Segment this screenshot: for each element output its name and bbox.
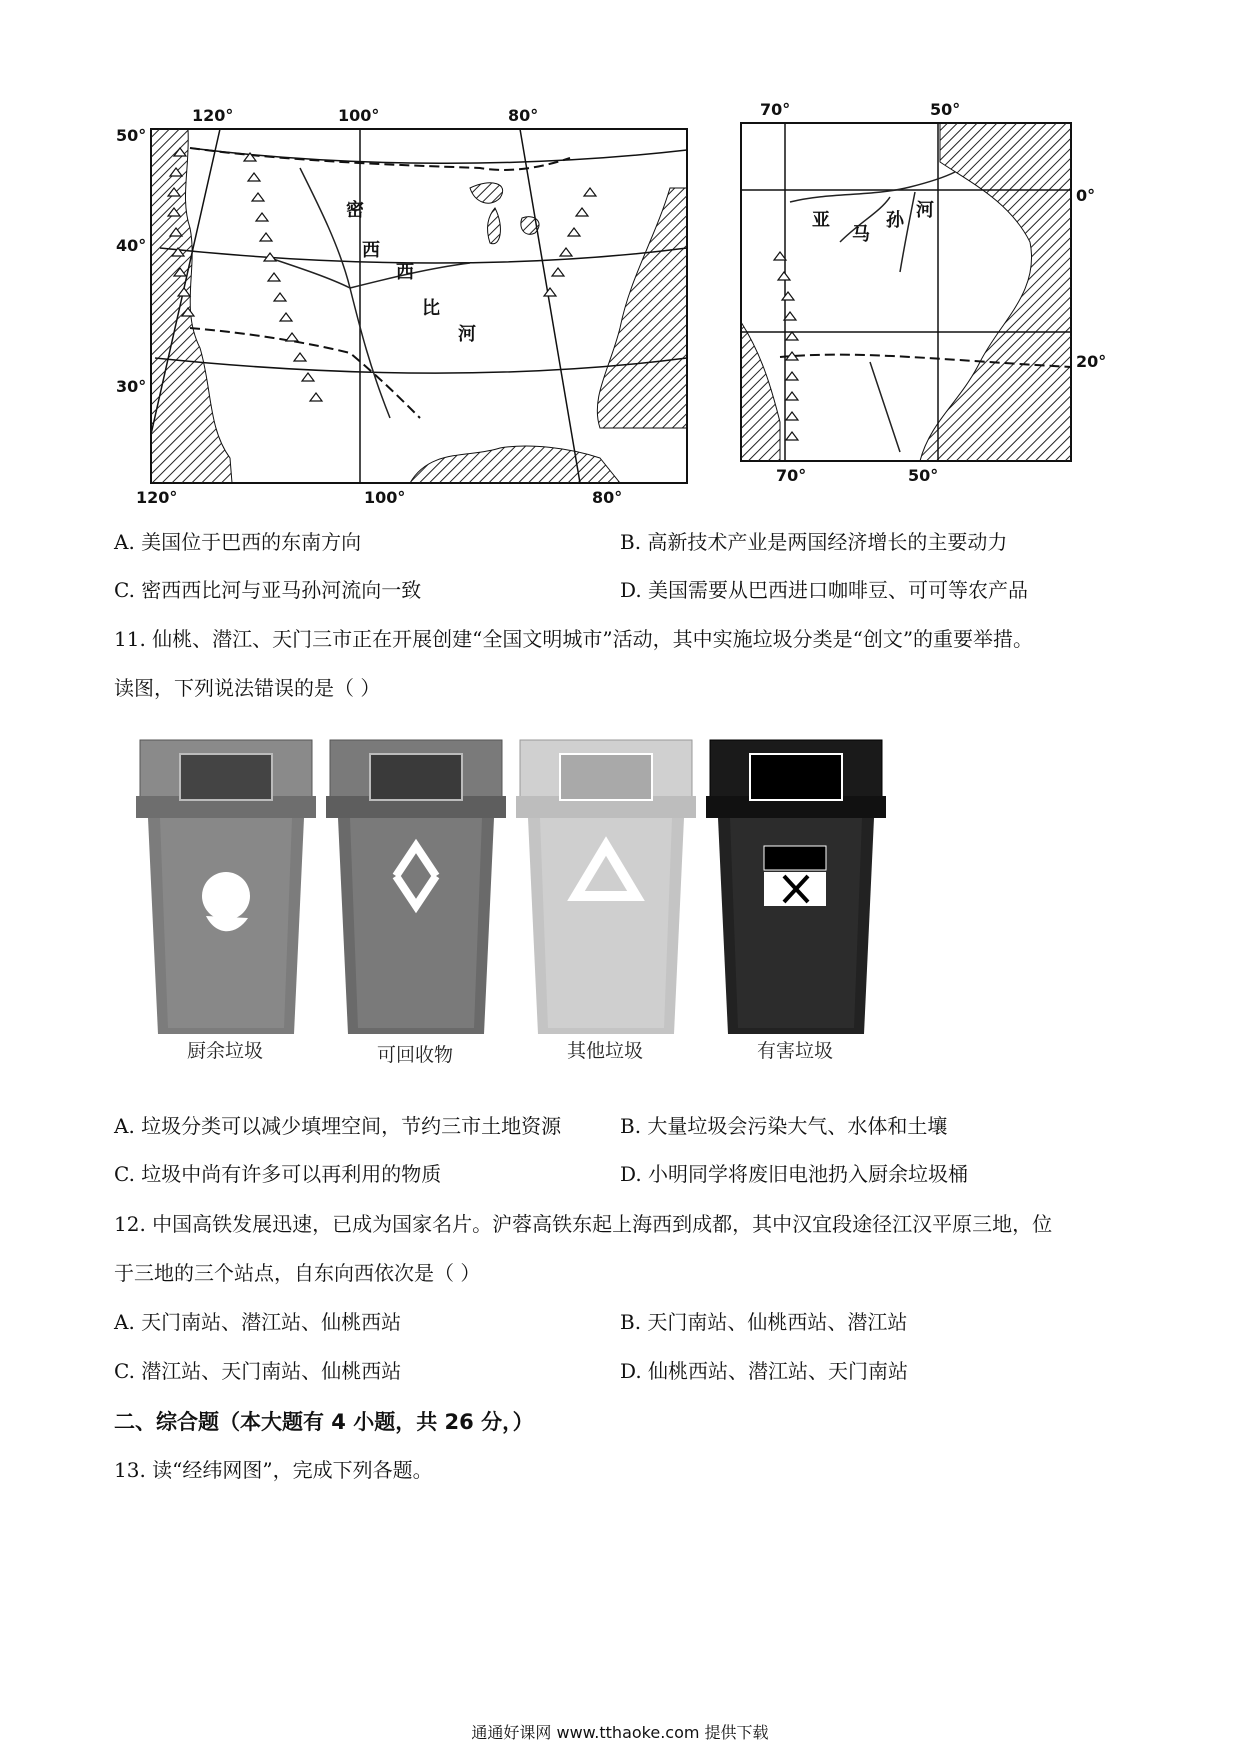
q12-option-d: D. 仙桃西站、潜江站、天门南站 [620, 1359, 909, 1383]
south-america-map [740, 122, 1072, 462]
river-char: 孙 [886, 210, 904, 231]
lon-label: 50° [908, 466, 939, 485]
section-heading: 二、综合题（本大题有 4 小题，共 26 分，） [114, 1410, 534, 1434]
hazardous-waste-bin [706, 740, 886, 1034]
lon-label: 80° [508, 106, 539, 125]
river-char: 马 [852, 224, 870, 245]
q11-option-c: C. 垃圾中尚有许多可以再利用的物质 [114, 1162, 442, 1186]
q10-option-a: A. 美国位于巴西的东南方向 [114, 530, 362, 554]
other-waste-bin [516, 740, 696, 1034]
us-map [150, 128, 688, 484]
q12-option-a: A. 天门南站、潜江站、仙桃西站 [114, 1310, 402, 1334]
kitchen-waste-bin [136, 740, 316, 1034]
q11-stem-line2: 读图，下列说法错误的是（ ） [114, 676, 381, 700]
lat-label: 30° [116, 377, 147, 396]
bin-label: 其他垃圾 [566, 1040, 643, 1062]
lon-label: 80° [592, 488, 623, 507]
lon-label: 100° [338, 106, 380, 125]
q11-stem-line1: 11. 仙桃、潜江、天门三市正在开展创建“全国文明城市”活动，其中实施垃圾分类是“创文”的重要举措。 [114, 627, 1034, 651]
trash-bins-figure [136, 736, 916, 1036]
q12-option-b: B. 天门南站、仙桃西站、潜江站 [620, 1310, 908, 1334]
q11-option-a: A. 垃圾分类可以减少填埋空间，节约三市土地资源 [114, 1114, 562, 1138]
q10-option-c: C. 密西西比河与亚马孙河流向一致 [114, 578, 422, 602]
river-char: 河 [916, 200, 934, 221]
lon-label: 70° [760, 100, 791, 119]
lat-label: 0° [1076, 186, 1096, 205]
lat-label: 20° [1076, 352, 1107, 371]
lon-label: 50° [930, 100, 961, 119]
lon-label: 70° [776, 466, 807, 485]
bin-label: 可回收物 [376, 1044, 453, 1066]
recyclable-bin [326, 740, 506, 1034]
page-footer: 通通好课网 www.tthaoke.com 提供下载 [471, 1723, 769, 1742]
q12-stem-line2: 于三地的三个站点，自东向西依次是（ ） [114, 1261, 481, 1285]
lat-label: 50° [116, 126, 147, 145]
lon-label: 120° [192, 106, 234, 125]
river-char: 亚 [812, 210, 830, 231]
q11-option-b: B. 大量垃圾会污染大气、水体和土壤 [620, 1114, 948, 1138]
q10-option-b: B. 高新技术产业是两国经济增长的主要动力 [620, 530, 1008, 554]
river-char: 西 [362, 240, 380, 261]
river-char: 比 [422, 298, 440, 319]
q12-stem-line1: 12. 中国高铁发展迅速，已成为国家名片。沪蓉高铁东起上海西到成都，其中汉宜段途径江汉平原三地，位 [114, 1212, 1053, 1236]
q10-option-d: D. 美国需要从巴西进口咖啡豆、可可等农产品 [620, 578, 1029, 602]
river-char: 西 [396, 262, 414, 283]
lon-label: 120° [136, 488, 178, 507]
lon-label: 100° [364, 488, 406, 507]
q12-option-c: C. 潜江站、天门南站、仙桃西站 [114, 1359, 402, 1383]
q11-option-d: D. 小明同学将废旧电池扔入厨余垃圾桶 [620, 1162, 969, 1186]
river-char: 密 [346, 200, 364, 221]
bin-label: 有害垃圾 [756, 1040, 833, 1062]
river-char: 河 [458, 324, 476, 345]
bin-label: 厨余垃圾 [186, 1040, 263, 1062]
q13-stem: 13. 读“经纬网图”，完成下列各题。 [114, 1458, 433, 1482]
lat-label: 40° [116, 236, 147, 255]
